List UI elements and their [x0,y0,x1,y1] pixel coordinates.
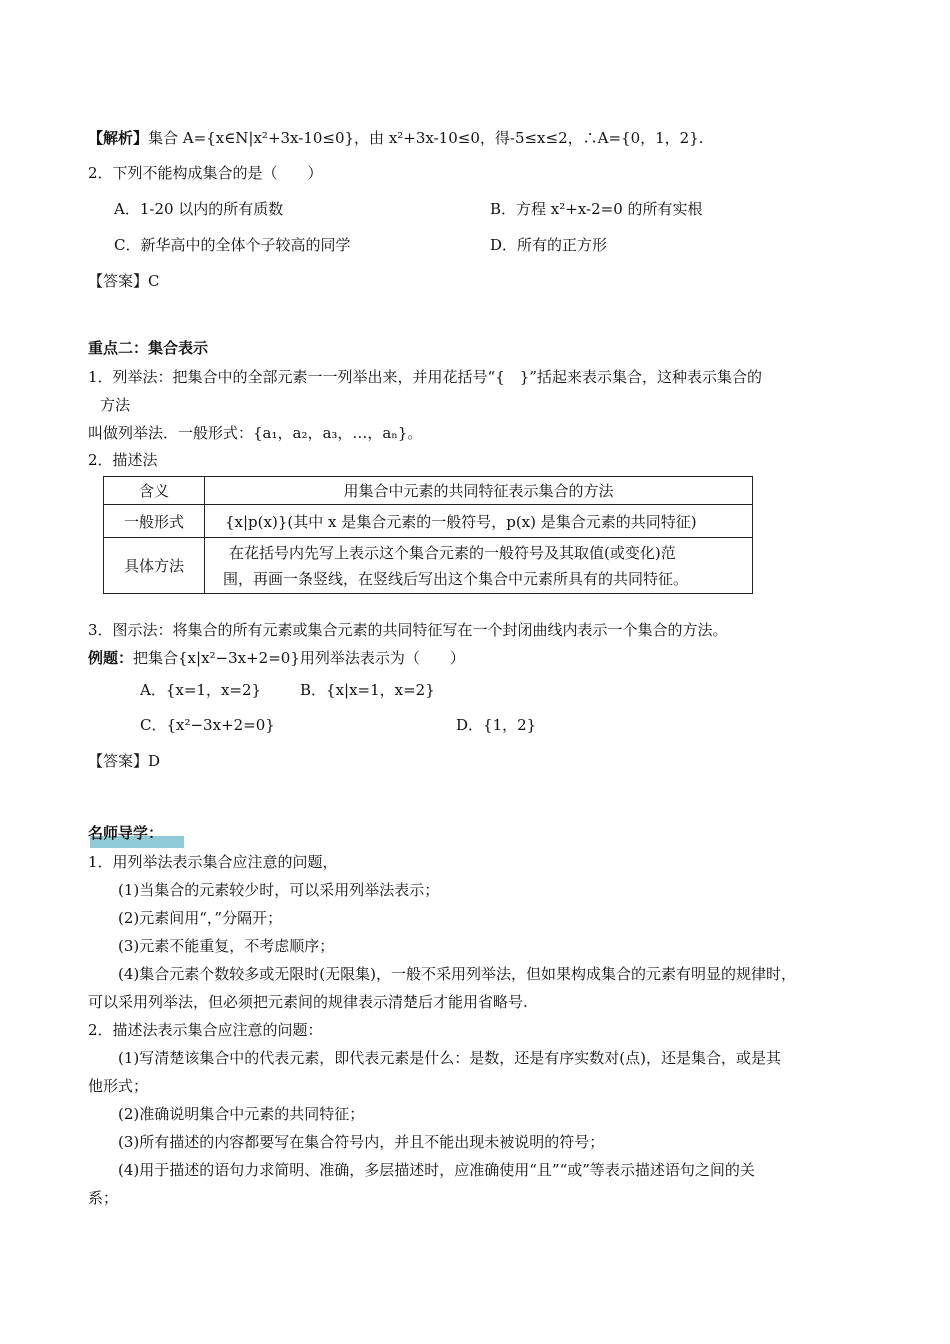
guide-paragraph: 1．用列举法表示集合应注意的问题， [88,853,338,871]
guide-item-continued: 可以采用列举法，但必须把元素间的规律表示清楚后才能用省略号. [88,993,528,1011]
table-cell-label: 一般形式 [104,505,205,538]
analysis-line [88,128,704,148]
question2-option-b: B．方程 x²+x-2=0 的所有实根 [490,200,703,218]
table-cell-line: 围，再画一条竖线，在竖线后写出这个集合中元素所具有的共同特征。 [223,569,689,588]
table-row [104,505,753,538]
guide-item: (3)元素不能重复，不考虑顺序； [118,937,335,955]
guide-item: (4)集合元素个数较多或无限时(无限集)，一般不采用列举法，但如果构成集合的元素有明显的规律时， [118,965,796,983]
table-row [104,538,753,594]
example-option-b: B．{x|x=1，x=2} [300,681,435,699]
section2-heading: 重点二：集合表示 [88,339,209,357]
example-line [88,648,465,668]
question2-option-c: C．新华高中的全体个子较高的同学 [114,236,351,254]
enumeration-line3: 叫做列举法．一般形式：{a₁，a₂，a₃，…，aₙ}。 [88,424,423,442]
guide-item-continued: 系； [88,1189,119,1207]
question2-option-d: D．所有的正方形 [490,236,608,254]
guide-paragraph: 2．描述法表示集合应注意的问题： [88,1021,323,1039]
example-option-c: C．{x²−3x+2=0} [140,716,275,734]
table-cell-value: 用集合中元素的共同特征表示集合的方法 [205,477,753,505]
example-option-a: A．{x=1，x=2} [140,681,262,699]
question2-stem: 2．下列不能构成集合的是（ ） [88,164,323,182]
table-cell-label: 具体方法 [104,538,205,594]
example-text: 把集合{x|x²−3x+2=0}用列举法表示为（ ） [133,649,465,667]
table-row [104,477,753,505]
guide-item: (1)当集合的元素较少时，可以采用列举法表示； [118,881,440,899]
example-label: 例题： [88,649,134,667]
teacher-guide-heading: 名师导学： [88,824,164,842]
table-cell-value [205,538,753,594]
example-option-d: D．{1，2} [456,716,537,734]
diagram-method-line: 3．图示法：将集合的所有元素或集合元素的共同特征写在一个封闭曲线内表示一个集合的方法。 [88,621,728,639]
analysis-tag: 【解析】 [88,129,149,147]
guide-item-continued: 他形式； [88,1077,149,1095]
enumeration-line1: 1．列举法：把集合中的全部元素一一列举出来，并用花括号“{ }”括起来表示集合，这种表示集合的 [88,368,762,386]
table-cell-label: 含义 [104,477,205,505]
example-answer: 【答案】D [88,752,161,770]
guide-item: (3)所有描述的内容都要写在集合符号内，并且不能出现未被说明的符号； [118,1133,605,1151]
description-method-table [103,476,753,594]
table-cell-value: {x|p(x)}(其中 x 是集合元素的一般符号，p(x) 是集合元素的共同特征) [205,505,753,538]
guide-item: (2)准确说明集合中元素的共同特征； [118,1105,365,1123]
guide-item: (1)写清楚该集合中的代表元素，即代表元素是什么：是数，还是有序实数对(点)，还是集合，或是其 [118,1049,781,1067]
description-method-title: 2．描述法 [88,451,158,469]
table-cell-line: 在花括号内先写上表示这个集合元素的一般符号及其取值(或变化)范 [229,543,676,562]
guide-item: (2)元素间用“，”分隔开； [118,909,283,927]
enumeration-line2: 方法 [100,396,131,414]
question2-option-a: A．1-20 以内的所有质数 [114,200,284,218]
analysis-text: 集合 A={x∈N|x²+3x-10≤0}，由 x²+3x-10≤0，得-5≤x≤2，∴A={0，1，2}. [148,129,704,147]
question2-answer: 【答案】C [88,272,160,290]
guide-item: (4)用于描述的语句力求简明、准确，多层描述时，应准确使用“且”“或”等表示描述语句之间的关 [118,1161,755,1179]
